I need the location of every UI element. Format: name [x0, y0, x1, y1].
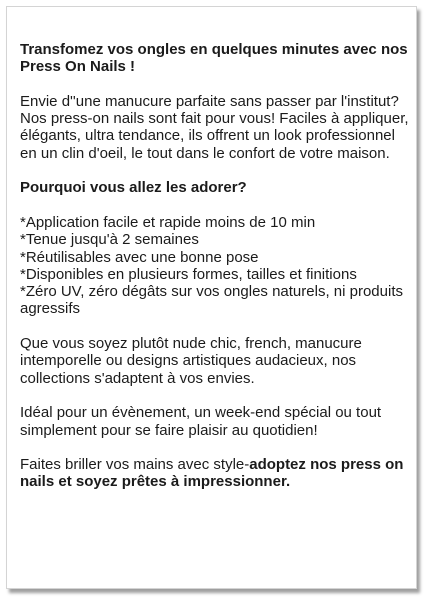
- benefits-list: [20, 214, 410, 318]
- occasion-paragraph: Idéal pour un évènement, un week-end spécial ou tout simplement pour se faire plaisir au quotidien!: [20, 404, 382, 439]
- document-page: [6, 6, 417, 589]
- intro-paragraph: Envie d''une manucure parfaite sans passer par l'institut? Nos press-on nails sont fait pour vous! Faciles à appliquer, élégants, ultra tendance, ils offrent un look professionnel en un clin d'oeil, le tout dans le confort de votre maison.: [20, 92, 409, 162]
- page-title: Transfomez vos ongles en quelques minutes avec nos Press On Nails !: [20, 41, 408, 76]
- closing-paragraph: [20, 456, 410, 491]
- document-body: [20, 41, 410, 508]
- list-item: *Disponibles en plusieurs formes, tailles et finitions: [20, 265, 357, 283]
- list-item: *Application facile et rapide moins de 10 min: [20, 213, 316, 231]
- list-item: *Réutilisables avec une bonne pose: [20, 248, 259, 266]
- list-item: *Zéro UV, zéro dégâts sur vos ongles naturels, ni produits agressifs: [20, 283, 403, 318]
- list-item: *Tenue jusqu'à 2 semaines: [20, 231, 199, 249]
- closing-call-to-action: adoptez nos press on nails et soyez prêtes à impressionner.: [20, 456, 404, 491]
- styles-paragraph: Que vous soyez plutôt nude chic, french, manucure intemporelle ou designs artistiques audacieux, nos collections s'adaptent à vos envies.: [20, 335, 362, 387]
- closing-text: Faites briller vos mains avec style-: [20, 456, 250, 474]
- section-heading: Pourquoi vous allez les adorer?: [20, 179, 247, 197]
